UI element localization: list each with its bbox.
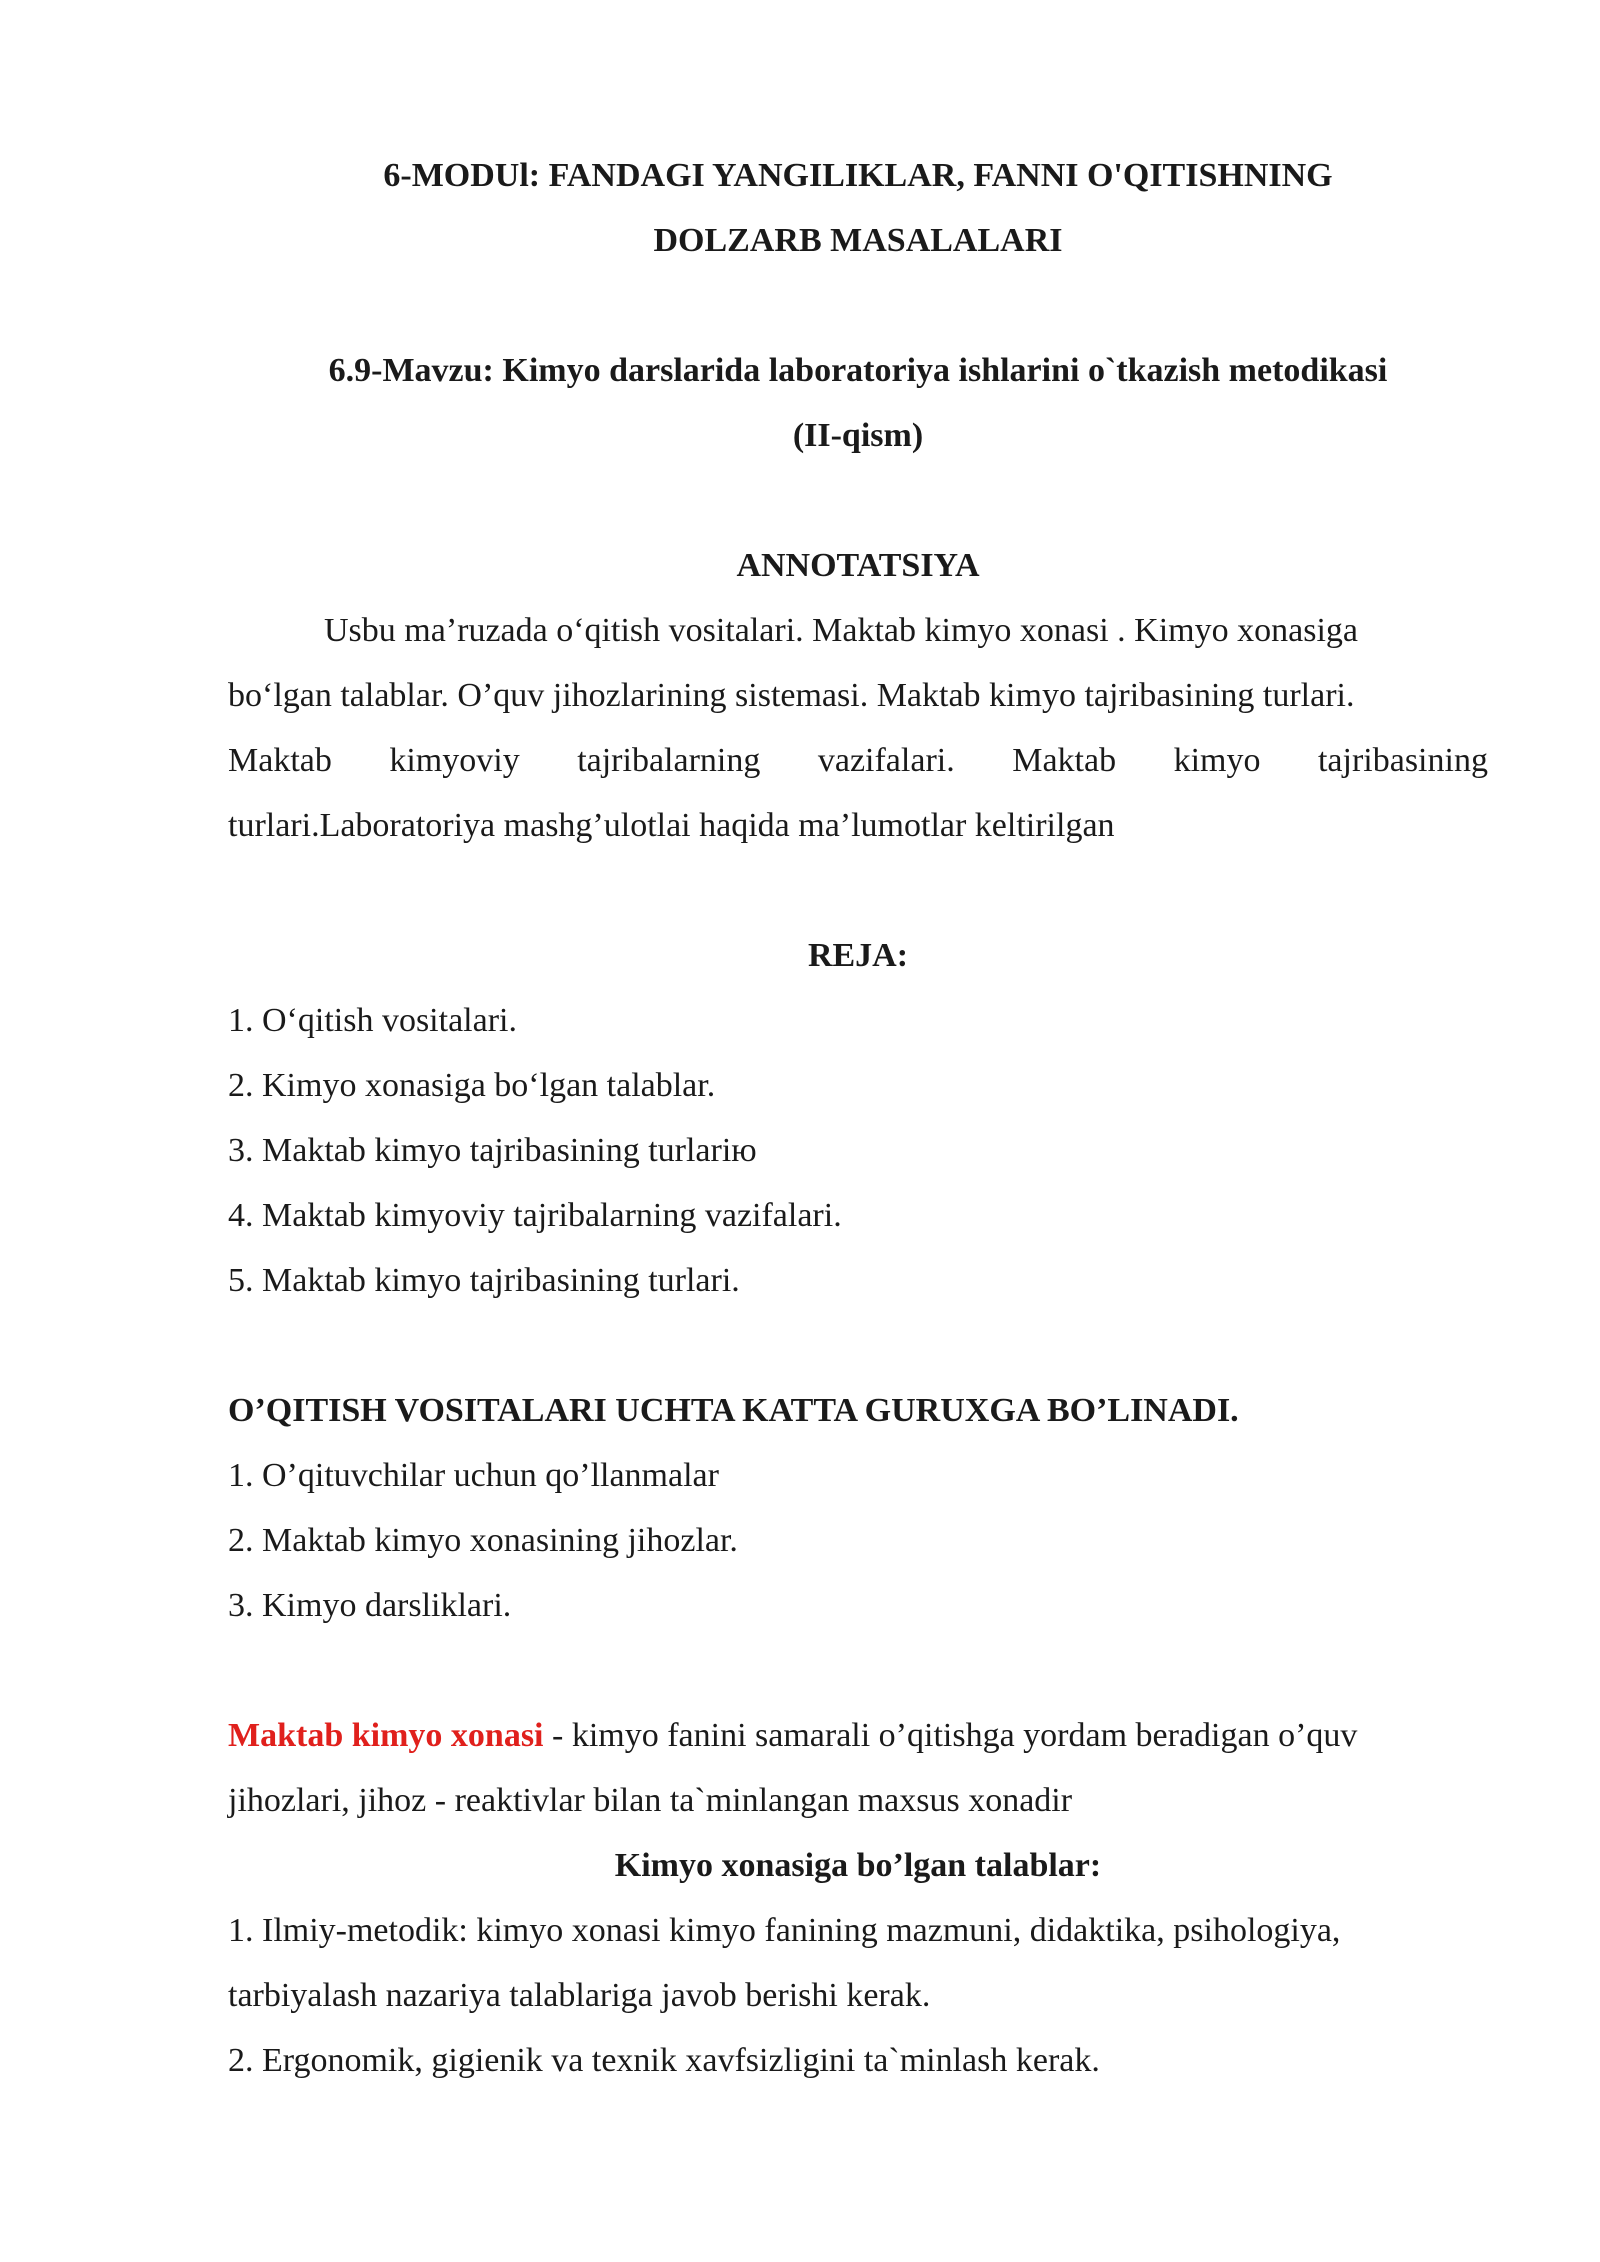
annotation-word: kimyo bbox=[1173, 742, 1261, 779]
annotation-word: kimyoviy bbox=[389, 742, 520, 779]
annotation-word: Maktab bbox=[228, 742, 332, 779]
requirements-heading: Kimyo xonasiga bo’lgan talablar: bbox=[614, 1847, 1102, 1884]
plan-item-3: 3. Maktab kimyo tajribasining turlariю bbox=[228, 1132, 757, 1169]
requirement-2: 2. Ergonomik, gigienik va texnik xavfsizligini ta`minlash kerak. bbox=[228, 2042, 1100, 2079]
topic-title-line-2: (II-qism) bbox=[792, 417, 924, 454]
definition-text: - kimyo fanini samarali o’qitishga yordam beradigan o’quv bbox=[543, 1717, 1358, 1754]
annotation-line-2: bo‘lgan talablar. O’quv jihozlarining sistemasi. Maktab kimyo tajribasining turlari. bbox=[228, 677, 1355, 714]
annotation-line-3 bbox=[228, 741, 1488, 781]
teaching-tools-item-3: 3. Kimyo darsliklari. bbox=[228, 1587, 512, 1624]
annotation-word: tajribasining bbox=[1317, 742, 1488, 779]
annotation-word: Maktab bbox=[1012, 742, 1117, 779]
annotation-word: tajribalarning bbox=[577, 742, 761, 779]
annotation-line-4: turlari.Laboratoriya mashg’ulotlai haqida ma’lumotlar keltirilgan bbox=[228, 807, 1115, 844]
teaching-tools-heading: O’QITISH VOSITALARI UCHTA KATTA GURUXGA BO’LINADI. bbox=[228, 1392, 1239, 1429]
teaching-tools-item-2: 2. Maktab kimyo xonasining jihozlar. bbox=[228, 1522, 738, 1559]
annotation-heading: ANNOTATSIYA bbox=[736, 547, 980, 584]
definition-line-1 bbox=[228, 1716, 1488, 1756]
definition-line-2: jihozlari, jihoz - reaktivlar bilan ta`minlangan maxsus xonadir bbox=[228, 1782, 1073, 1819]
teaching-tools-item-1: 1. O’qituvchilar uchun qo’llanmalar bbox=[228, 1457, 719, 1494]
plan-item-1: 1. O‘qitish vositalari. bbox=[228, 1002, 517, 1039]
plan-item-4: 4. Maktab kimyoviy tajribalarning vazifalari. bbox=[228, 1197, 842, 1234]
plan-item-2: 2. Kimyo xonasiga bo‘lgan talablar. bbox=[228, 1067, 716, 1104]
requirement-1-line-2: tarbiyalash nazariya talablariga javob berishi kerak. bbox=[228, 1977, 931, 2014]
annotation-word: vazifalari. bbox=[817, 742, 955, 779]
plan-item-5: 5. Maktab kimyo tajribasining turlari. bbox=[228, 1262, 740, 1299]
module-title-line-2: DOLZARB MASALALARI bbox=[653, 222, 1063, 259]
topic-title-line-1: 6.9-Mavzu: Kimyo darslarida laboratoriya ishlarini o`tkazish metodikasi bbox=[328, 352, 1388, 389]
plan-heading: REJA: bbox=[807, 937, 909, 974]
definition-term: Maktab kimyo xonasi bbox=[228, 1717, 544, 1754]
annotation-line-1: Usbu ma’ruzada o‘qitish vositalari. Maktab kimyo xonasi . Kimyo xonasiga bbox=[324, 612, 1358, 649]
requirement-1-line-1: 1. Ilmiy-metodik: kimyo xonasi kimyo fanining mazmuni, didaktika, psihologiya, bbox=[228, 1912, 1341, 1949]
module-title-line-1: 6-MODUl: FANDAGI YANGILIKLAR, FANNI O'QITISHNING bbox=[383, 157, 1333, 194]
